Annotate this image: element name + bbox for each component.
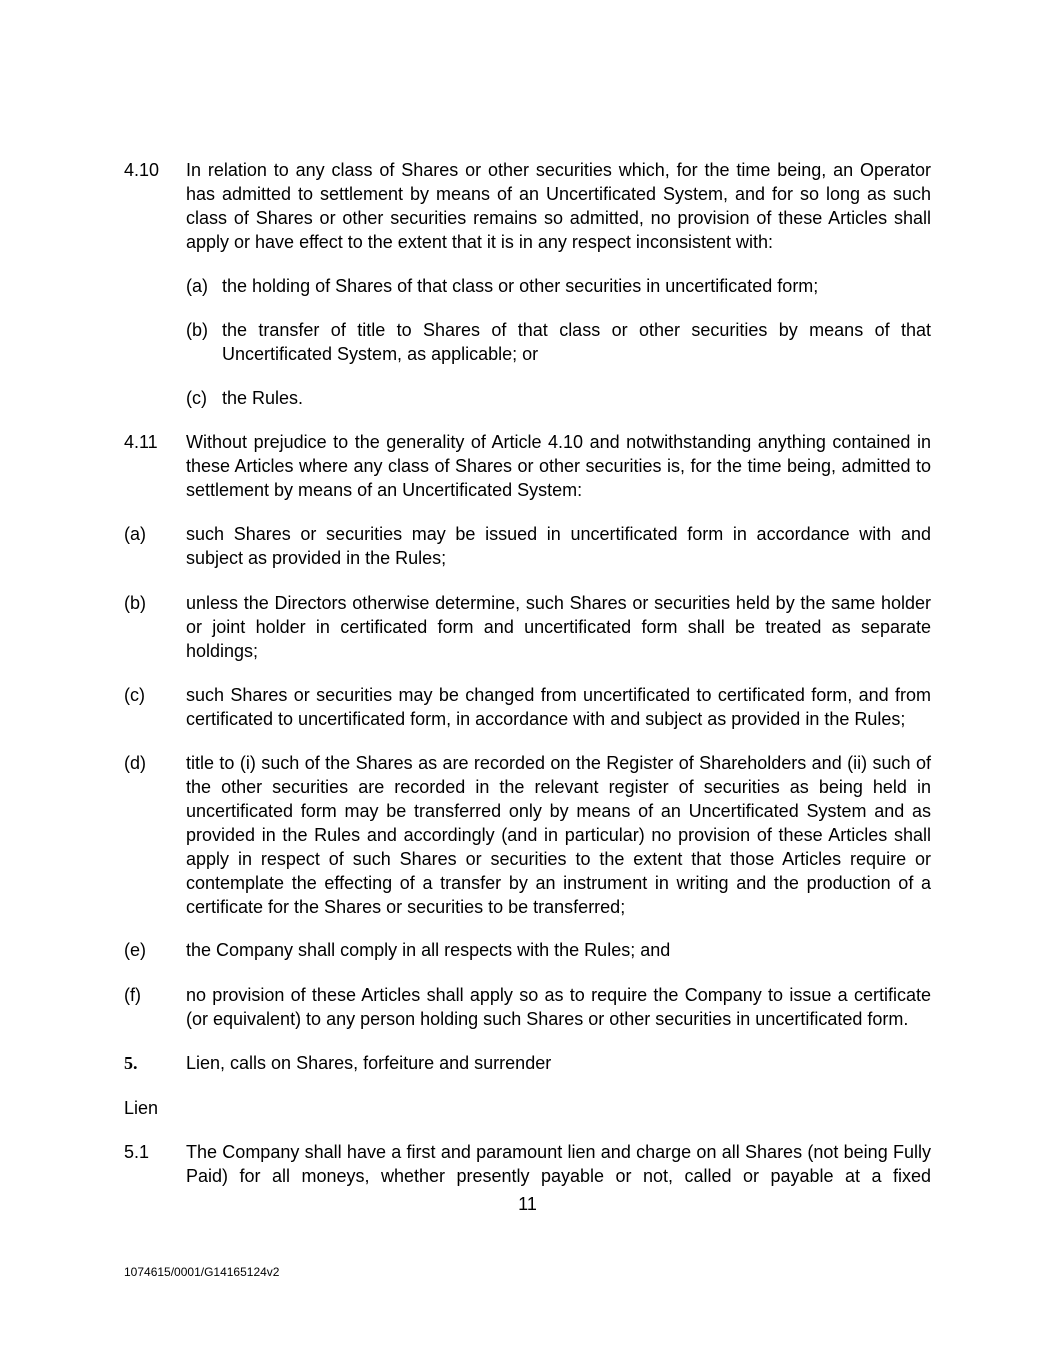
paragraph-number: 4.11 <box>124 432 158 452</box>
list-item-text: the transfer of title to Shares of that class or other securities by means of that Uncertificated System, as applicable; or <box>222 320 931 364</box>
list-item-label: (d) <box>124 753 146 773</box>
page-number: 11 <box>518 1194 537 1214</box>
list-item-4-11-b <box>124 591 931 663</box>
list-item-text: the Rules. <box>222 388 304 408</box>
list-item-label: (e) <box>124 940 146 960</box>
section-number: 5. <box>124 1053 138 1073</box>
subheading-lien: Lien <box>124 1098 159 1118</box>
list-item-text: the Company shall comply in all respects with the Rules; and <box>186 940 671 960</box>
list-item-text: unless the Directors otherwise determine, such Shares or securities held by the same holder or joint holder in certificated form and uncertificated form shall be treated as separate holdings; <box>186 593 931 661</box>
list-item-4-11-d <box>124 751 931 919</box>
list-item-4-10-a <box>186 274 931 298</box>
list-item-text: such Shares or securities may be issued in uncertificated form in accordance with and subject as provided in the Rules; <box>186 524 931 568</box>
list-item-4-11-a <box>124 522 931 570</box>
list-item-text: title to (i) such of the Shares as are recorded on the Register of Shareholders and (ii) such of the other securities are recorded in the relevant register of securities as being held in uncertificated form may be transferred only by means of an Uncertificated System and as provided in the Rules and accordingly (and in particular) no provision of these Articles shall apply in respect of such Shares or securities to the extent that those Articles require or contemplate the effecting of a transfer by an instrument in writing and the production of a certificate for the Shares or securities to be transferred; <box>186 753 931 917</box>
paragraph-5-1 <box>124 1140 931 1188</box>
list-item-4-10-b <box>186 318 931 366</box>
list-item-label: (b) <box>186 320 208 340</box>
list-item-label: (a) <box>124 524 146 544</box>
list-item-4-10-c <box>186 386 931 410</box>
paragraph-4-10 <box>124 158 931 254</box>
paragraph-text: Without prejudice to the generality of Article 4.10 and notwithstanding anything contained in these Articles where any class of Shares or other securities is, for the time being, admitted to settlement by means of an Uncertificated System: <box>186 432 931 500</box>
list-item-label: (b) <box>124 593 146 613</box>
list-item-label: (f) <box>124 985 141 1005</box>
list-item-label: (c) <box>124 685 145 705</box>
paragraph-text: The Company shall have a first and paramount lien and charge on all Shares (not being Fully Paid) for all moneys, whether presently payable or not, called or payable at a fixed <box>186 1142 931 1186</box>
section-heading-5 <box>124 1051 551 1075</box>
document-reference: 1074615/0001/G14165124v2 <box>124 1265 280 1279</box>
list-item-text: no provision of these Articles shall apply so as to require the Company to issue a certificate (or equivalent) to any person holding such Shares or other securities in uncertificated form. <box>186 985 931 1029</box>
section-title: Lien, calls on Shares, forfeiture and surrender <box>186 1053 552 1073</box>
paragraph-number: 5.1 <box>124 1142 150 1162</box>
list-item-label: (c) <box>186 388 207 408</box>
list-item-4-11-e <box>124 938 931 962</box>
paragraph-4-11 <box>124 430 931 502</box>
list-item-text: the holding of Shares of that class or other securities in uncertificated form; <box>222 276 819 296</box>
paragraph-number: 4.10 <box>124 160 160 180</box>
list-item-4-11-f <box>124 983 931 1031</box>
list-item-text: such Shares or securities may be changed from uncertificated to certificated form, and from certificated to uncertificated form, in accordance with and subject as provided in the Rules; <box>186 685 931 729</box>
list-item-label: (a) <box>186 276 208 296</box>
list-item-4-11-c <box>124 683 931 731</box>
paragraph-text: In relation to any class of Shares or other securities which, for the time being, an Operator has admitted to settlement by means of an Uncertificated System, and for so long as such class of Shares or other securities remains so admitted, no provision of these Articles shall apply or have effect to the extent that it is in any respect inconsistent with: <box>186 160 931 252</box>
